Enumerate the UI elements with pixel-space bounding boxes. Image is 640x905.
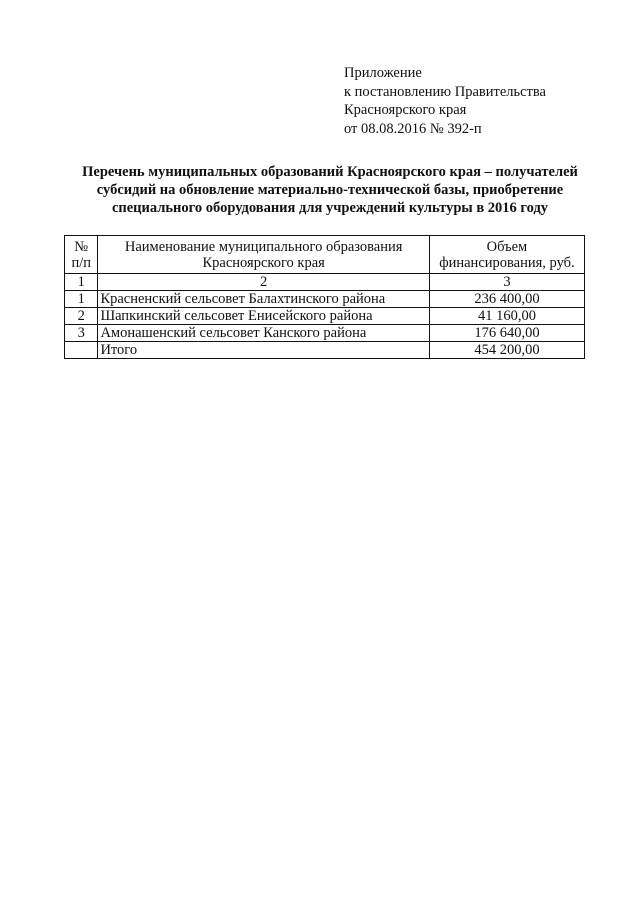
- row-number: 3: [65, 325, 98, 342]
- header-name: [98, 236, 429, 274]
- row-name: Шапкинский сельсовет Енисейского района: [98, 308, 429, 325]
- total-row: [65, 342, 585, 359]
- table-row: [65, 291, 585, 308]
- title-line: Перечень муниципальных образований Красноярского края – получателей: [82, 164, 578, 180]
- row-number: [65, 342, 98, 359]
- row-amount: 41 160,00: [429, 308, 584, 325]
- attachment-line: к постановлению Правительства: [344, 83, 546, 100]
- funding-table: [64, 235, 585, 359]
- attachment-line: Красноярского края: [344, 102, 467, 118]
- row-name: Красненский сельсовет Балахтинского района: [98, 291, 429, 308]
- header-amount-line: Объем: [486, 238, 528, 255]
- column-index: 2: [98, 274, 429, 291]
- row-number: 1: [65, 291, 98, 308]
- header-number-line: п/п: [71, 254, 91, 271]
- title-line: специального оборудования для учреждений культуры в 2016 году: [111, 200, 549, 216]
- table-row: [65, 308, 585, 325]
- table-header-row: [65, 236, 585, 274]
- total-amount: 454 200,00: [429, 342, 584, 359]
- attachment-line: Приложение: [344, 65, 422, 81]
- header-name-line: Наименование муниципального образования: [124, 238, 403, 255]
- header-amount-line: финансирования, руб.: [439, 254, 575, 271]
- document-title: [40, 163, 620, 217]
- column-index: 1: [65, 274, 98, 291]
- column-index-row: [65, 274, 585, 291]
- attachment-note: [344, 64, 546, 138]
- header-number: [65, 236, 98, 274]
- column-index: 3: [429, 274, 584, 291]
- row-name: Амонашенский сельсовет Канского района: [98, 325, 429, 342]
- attachment-line: от 08.08.2016 № 392-п: [344, 120, 482, 137]
- table-row: [65, 325, 585, 342]
- row-number: 2: [65, 308, 98, 325]
- title-line: субсидий на обновление материально-технической базы, приобретение: [96, 182, 564, 198]
- row-amount: 176 640,00: [429, 325, 584, 342]
- total-label: Итого: [98, 342, 429, 359]
- row-amount: 236 400,00: [429, 291, 584, 308]
- header-number-line: №: [74, 238, 89, 255]
- header-name-line: Красноярского края: [202, 254, 325, 271]
- header-amount: [429, 236, 584, 274]
